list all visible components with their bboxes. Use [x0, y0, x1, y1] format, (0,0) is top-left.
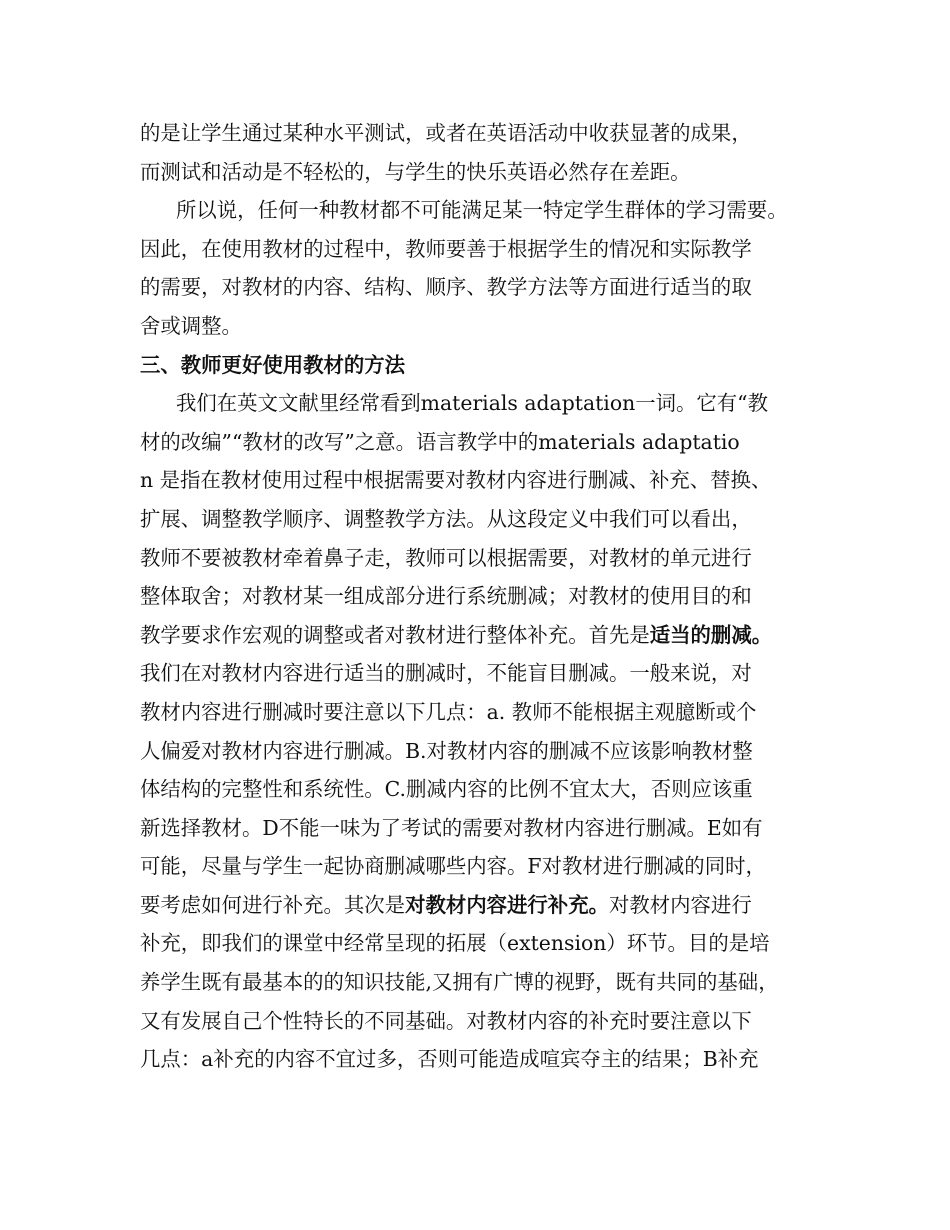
text-line: 而测试和活动是不轻松的，与学生的快乐英语必然存在差距。 — [140, 159, 691, 184]
paragraph-2 — [140, 191, 820, 345]
bold-emphasis: 对教材内容进行补充。 — [405, 892, 609, 917]
bold-emphasis: 适当的删减。 — [649, 622, 773, 647]
text-line: 新选择教材。D不能一味为了考试的需要对教材内容进行删减。E如有 — [140, 815, 763, 840]
paragraph-1 — [140, 114, 820, 191]
paragraph-3 — [140, 384, 820, 1079]
text-line: 的需要，对教材的内容、结构、顺序、教学方法等方面进行适当的取 — [140, 275, 752, 300]
text-line: 养学生既有最基本的的知识技能,又拥有广博的视野，既有共同的基础， — [140, 970, 779, 995]
text-line: 我们在对教材内容进行适当的删减时，不能盲目删减。一般来说，对 — [140, 661, 752, 686]
text-run: 要考虑如何进行补充。其次是 — [140, 892, 406, 917]
text-line: n 是指在教材使用过程中根据需要对教材内容进行删减、补充、替换、 — [140, 468, 772, 493]
text-line: 又有发展自己个性特长的不同基础。对教材内容的补充时要注意以下 — [140, 1008, 752, 1033]
text-line: 可能，尽量与学生一起协商删减哪些内容。F对教材进行删减的同时， — [140, 854, 766, 879]
text-run: 教学要求作宏观的调整或者对教材进行整体补充。首先是 — [140, 622, 650, 647]
text-line: 教材内容进行删减时要注意以下几点：a. 教师不能根据主观臆断或个 — [140, 699, 757, 724]
text-line: 补充，即我们的课堂中经常呈现的拓展（extension）环节。目的是培 — [140, 931, 770, 956]
text-line: 整体取舍；对教材某一组成部分进行系统删减；对教材的使用目的和 — [140, 584, 752, 609]
section-heading: 三、教师更好使用教材的方法 — [140, 352, 406, 377]
document-page — [140, 114, 820, 1079]
text-line: 因此，在使用教材的过程中，教师要善于根据学生的情况和实际教学 — [140, 236, 752, 261]
text-line: 所以说，任何一种教材都不可能满足某一特定学生群体的学习需要。 — [176, 198, 788, 223]
text-line — [140, 886, 820, 925]
text-run: 对教材内容进行 — [608, 892, 752, 917]
text-line: 材的改编”“教材的改写”之意。语言教学中的materials adaptatio — [140, 429, 740, 454]
text-line — [140, 616, 820, 655]
text-line: 教师不要被教材牵着鼻子走，教师可以根据需要，对教材的单元进行 — [140, 545, 752, 570]
text-line: 体结构的完整性和系统性。C.删减内容的比例不宜太大，否则应该重 — [140, 777, 753, 802]
text-line: 扩展、调整教学顺序、调整教学方法。从这段定义中我们可以看出， — [140, 506, 752, 531]
text-line: 人偏爱对教材内容进行删减。B.对教材内容的删减不应该影响教材整 — [140, 738, 753, 763]
text-line: 舍或调整。 — [140, 313, 242, 338]
text-line: 我们在英文文献里经常看到materials adaptation一词。它有“教 — [176, 391, 768, 416]
text-line: 几点：a补充的内容不宜过多，否则可能造成喧宾夺主的结果；B补充 — [140, 1047, 759, 1072]
text-line: 的是让学生通过某种水平测试，或者在英语活动中收获显著的成果， — [140, 121, 752, 145]
